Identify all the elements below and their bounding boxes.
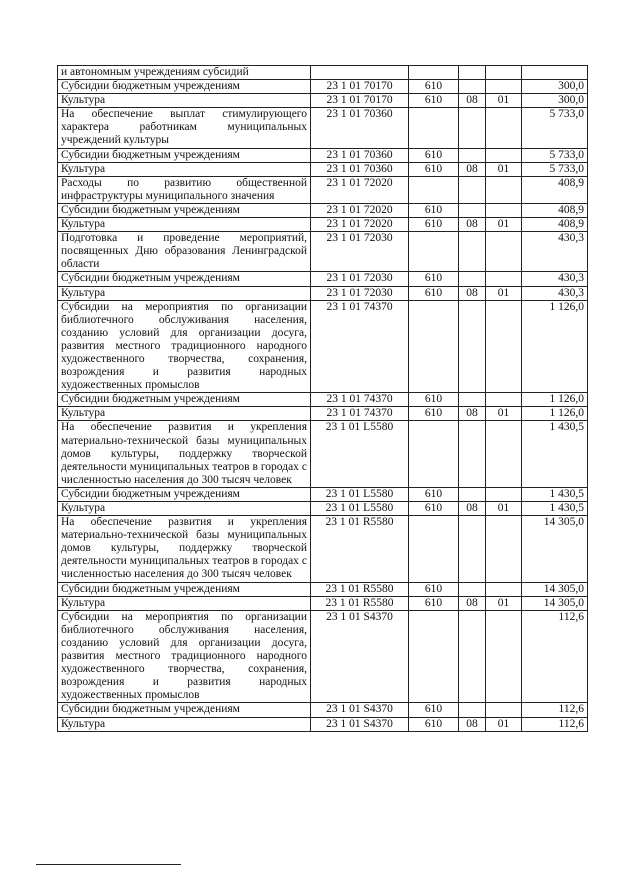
section-code-cell: 08 — [459, 502, 486, 516]
subsection-code-cell — [486, 232, 522, 272]
row-name-cell: Субсидии на мероприятия по организации библиотечного обслуживания населения, созданию условий для организации досуга, развития местного традиционного народного художественного творчества, сохранения, возрождения и развития народных художественных промыслов — [58, 610, 311, 703]
section-code-cell — [459, 176, 486, 203]
target-article-code-cell: 23 1 01 S4370 — [311, 610, 409, 703]
budget-table-body — [58, 66, 588, 732]
subsection-code-cell: 01 — [486, 407, 522, 421]
row-name-cell: На обеспечение развития и укрепления материально-технической базы муниципальных домов культуры, поддержку творческой деятельности муниципальных театров в городах с численностью населения до 300 тысяч человек — [58, 516, 311, 582]
table-row — [58, 596, 588, 610]
subsection-code-cell — [486, 703, 522, 717]
row-name-cell: На обеспечение выплат стимулирующего характера работникам муниципальных учреждений культуры — [58, 108, 311, 148]
row-name-cell: Культура — [58, 596, 311, 610]
target-article-code-cell: 23 1 01 72020 — [311, 176, 409, 203]
target-article-code-cell: 23 1 01 74370 — [311, 393, 409, 407]
table-row — [58, 717, 588, 731]
row-name-cell: Культура — [58, 162, 311, 176]
subsection-code-cell: 01 — [486, 286, 522, 300]
budget-table — [57, 65, 588, 732]
amount-cell: 14 305,0 — [522, 582, 588, 596]
target-article-code-cell: 23 1 01 72030 — [311, 272, 409, 286]
expense-type-code-cell: 610 — [409, 502, 459, 516]
expense-type-code-cell: 610 — [409, 407, 459, 421]
target-article-code-cell: 23 1 01 74370 — [311, 300, 409, 393]
subsection-code-cell: 01 — [486, 717, 522, 731]
row-name-cell: Культура — [58, 502, 311, 516]
table-row — [58, 232, 588, 272]
section-code-cell — [459, 703, 486, 717]
amount-cell: 14 305,0 — [522, 516, 588, 582]
table-row — [58, 286, 588, 300]
section-code-cell — [459, 300, 486, 393]
table-row — [58, 487, 588, 501]
expense-type-code-cell: 610 — [409, 393, 459, 407]
section-code-cell: 08 — [459, 162, 486, 176]
expense-type-code-cell: 610 — [409, 80, 459, 94]
target-article-code-cell: 23 1 01 72030 — [311, 232, 409, 272]
subsection-code-cell — [486, 66, 522, 80]
target-article-code-cell: 23 1 01 72030 — [311, 286, 409, 300]
row-name-cell: Субсидии на мероприятия по организации библиотечного обслуживания населения, созданию условий для организации досуга, развития местного традиционного народного художественного творчества, сохранения, возрождения и развития народных художественных промыслов — [58, 300, 311, 393]
subsection-code-cell — [486, 203, 522, 217]
amount-cell: 408,9 — [522, 176, 588, 203]
target-article-code-cell: 23 1 01 72020 — [311, 203, 409, 217]
table-row — [58, 80, 588, 94]
table-row — [58, 582, 588, 596]
amount-cell: 1 430,5 — [522, 502, 588, 516]
table-row — [58, 272, 588, 286]
section-code-cell: 08 — [459, 717, 486, 731]
row-name-cell: Субсидии бюджетным учреждениям — [58, 393, 311, 407]
table-row — [58, 300, 588, 393]
target-article-code-cell: 23 1 01 R5580 — [311, 582, 409, 596]
expense-type-code-cell: 610 — [409, 94, 459, 108]
section-code-cell — [459, 232, 486, 272]
table-row — [58, 516, 588, 582]
row-name-cell: и автономным учреждениям субсидий — [58, 66, 311, 80]
table-row — [58, 610, 588, 703]
amount-cell: 5 733,0 — [522, 148, 588, 162]
section-code-cell — [459, 487, 486, 501]
subsection-code-cell — [486, 516, 522, 582]
section-code-cell — [459, 108, 486, 148]
subsection-code-cell: 01 — [486, 218, 522, 232]
amount-cell: 1 126,0 — [522, 300, 588, 393]
subsection-code-cell — [486, 300, 522, 393]
target-article-code-cell: 23 1 01 72020 — [311, 218, 409, 232]
expense-type-code-cell — [409, 232, 459, 272]
subsection-code-cell — [486, 421, 522, 487]
table-row — [58, 94, 588, 108]
amount-cell: 112,6 — [522, 703, 588, 717]
row-name-cell: Субсидии бюджетным учреждениям — [58, 487, 311, 501]
amount-cell: 1 430,5 — [522, 487, 588, 501]
section-code-cell: 08 — [459, 94, 486, 108]
subsection-code-cell — [486, 148, 522, 162]
subsection-code-cell — [486, 108, 522, 148]
expense-type-code-cell — [409, 108, 459, 148]
subsection-code-cell: 01 — [486, 162, 522, 176]
table-row — [58, 176, 588, 203]
amount-cell: 1 430,5 — [522, 421, 588, 487]
row-name-cell: Культура — [58, 218, 311, 232]
target-article-code-cell: 23 1 01 R5580 — [311, 596, 409, 610]
table-row — [58, 218, 588, 232]
amount-cell: 1 126,0 — [522, 393, 588, 407]
section-code-cell — [459, 148, 486, 162]
target-article-code-cell: 23 1 01 L5580 — [311, 421, 409, 487]
row-name-cell: Субсидии бюджетным учреждениям — [58, 703, 311, 717]
row-name-cell: Подготовка и проведение мероприятий, посвященных Дню образования Ленинградской области — [58, 232, 311, 272]
expense-type-code-cell — [409, 610, 459, 703]
subsection-code-cell: 01 — [486, 94, 522, 108]
section-code-cell: 08 — [459, 218, 486, 232]
expense-type-code-cell: 610 — [409, 582, 459, 596]
section-code-cell: 08 — [459, 286, 486, 300]
subsection-code-cell — [486, 393, 522, 407]
target-article-code-cell: 23 1 01 70360 — [311, 148, 409, 162]
section-code-cell — [459, 421, 486, 487]
subsection-code-cell — [486, 272, 522, 286]
row-name-cell: Субсидии бюджетным учреждениям — [58, 80, 311, 94]
target-article-code-cell: 23 1 01 R5580 — [311, 516, 409, 582]
table-row — [58, 162, 588, 176]
target-article-code-cell: 23 1 01 74370 — [311, 407, 409, 421]
expense-type-code-cell — [409, 66, 459, 80]
subsection-code-cell — [486, 176, 522, 203]
subsection-code-cell — [486, 487, 522, 501]
target-article-code-cell: 23 1 01 70170 — [311, 80, 409, 94]
section-code-cell — [459, 610, 486, 703]
section-code-cell — [459, 393, 486, 407]
expense-type-code-cell: 610 — [409, 596, 459, 610]
expense-type-code-cell: 610 — [409, 487, 459, 501]
section-code-cell — [459, 582, 486, 596]
table-row — [58, 203, 588, 217]
amount-cell: 1 126,0 — [522, 407, 588, 421]
amount-cell: 300,0 — [522, 80, 588, 94]
target-article-code-cell: 23 1 01 70360 — [311, 162, 409, 176]
subsection-code-cell — [486, 80, 522, 94]
table-row — [58, 703, 588, 717]
section-code-cell — [459, 272, 486, 286]
target-article-code-cell: 23 1 01 S4370 — [311, 703, 409, 717]
amount-cell — [522, 66, 588, 80]
expense-type-code-cell — [409, 300, 459, 393]
row-name-cell: Культура — [58, 286, 311, 300]
row-name-cell: Субсидии бюджетным учреждениям — [58, 203, 311, 217]
section-code-cell: 08 — [459, 407, 486, 421]
row-name-cell: Субсидии бюджетным учреждениям — [58, 148, 311, 162]
expense-type-code-cell: 610 — [409, 272, 459, 286]
expense-type-code-cell: 610 — [409, 717, 459, 731]
amount-cell: 14 305,0 — [522, 596, 588, 610]
amount-cell: 430,3 — [522, 272, 588, 286]
amount-cell: 112,6 — [522, 717, 588, 731]
expense-type-code-cell: 610 — [409, 148, 459, 162]
target-article-code-cell: 23 1 01 S4370 — [311, 717, 409, 731]
subsection-code-cell — [486, 582, 522, 596]
table-row — [58, 393, 588, 407]
footnote-separator — [36, 864, 181, 865]
expense-type-code-cell: 610 — [409, 218, 459, 232]
expense-type-code-cell: 610 — [409, 203, 459, 217]
amount-cell: 430,3 — [522, 286, 588, 300]
row-name-cell: Культура — [58, 407, 311, 421]
table-row — [58, 407, 588, 421]
table-row — [58, 66, 588, 80]
amount-cell: 112,6 — [522, 610, 588, 703]
amount-cell: 408,9 — [522, 203, 588, 217]
target-article-code-cell: 23 1 01 70360 — [311, 108, 409, 148]
table-row — [58, 148, 588, 162]
target-article-code-cell: 23 1 01 70170 — [311, 94, 409, 108]
row-name-cell: На обеспечение развития и укрепления материально-технической базы муниципальных домов культуры, поддержку творческой деятельности муниципальных театров в городах с численностью населения до 300 тысяч человек — [58, 421, 311, 487]
row-name-cell: Субсидии бюджетным учреждениям — [58, 582, 311, 596]
table-row — [58, 108, 588, 148]
section-code-cell — [459, 203, 486, 217]
expense-type-code-cell — [409, 516, 459, 582]
subsection-code-cell: 01 — [486, 502, 522, 516]
amount-cell: 430,3 — [522, 232, 588, 272]
amount-cell: 5 733,0 — [522, 162, 588, 176]
amount-cell: 5 733,0 — [522, 108, 588, 148]
target-article-code-cell: 23 1 01 L5580 — [311, 487, 409, 501]
section-code-cell — [459, 80, 486, 94]
amount-cell: 300,0 — [522, 94, 588, 108]
expense-type-code-cell — [409, 176, 459, 203]
expense-type-code-cell: 610 — [409, 286, 459, 300]
section-code-cell: 08 — [459, 596, 486, 610]
table-row — [58, 502, 588, 516]
target-article-code-cell: 23 1 01 L5580 — [311, 502, 409, 516]
row-name-cell: Культура — [58, 94, 311, 108]
section-code-cell — [459, 66, 486, 80]
amount-cell: 408,9 — [522, 218, 588, 232]
expense-type-code-cell: 610 — [409, 162, 459, 176]
expense-type-code-cell: 610 — [409, 703, 459, 717]
row-name-cell: Культура — [58, 717, 311, 731]
row-name-cell: Расходы по развитию общественной инфраструктуры муниципального значения — [58, 176, 311, 203]
expense-type-code-cell — [409, 421, 459, 487]
target-article-code-cell — [311, 66, 409, 80]
section-code-cell — [459, 516, 486, 582]
row-name-cell: Субсидии бюджетным учреждениям — [58, 272, 311, 286]
subsection-code-cell: 01 — [486, 596, 522, 610]
subsection-code-cell — [486, 610, 522, 703]
table-row — [58, 421, 588, 487]
